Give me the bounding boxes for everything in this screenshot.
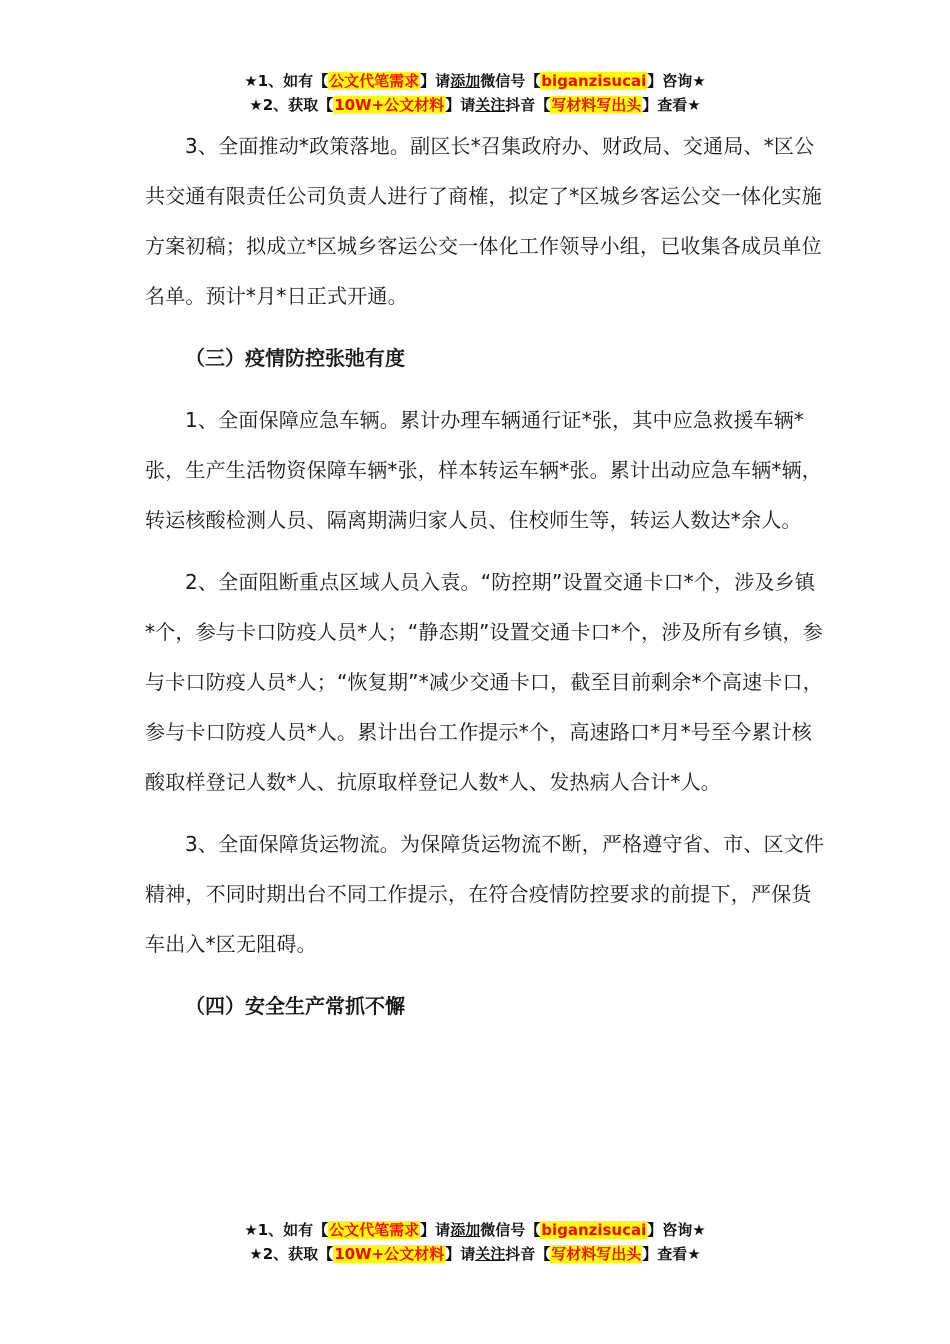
banner-douyin-id: 写材料写出头	[551, 1245, 642, 1263]
banner-text: 】查看★	[642, 96, 701, 114]
banner-text: 抖音【	[505, 96, 551, 114]
banner-text: 抖音【	[505, 1245, 551, 1263]
banner-underlined: 添加	[450, 1221, 481, 1239]
banner-text: 】咨询★	[647, 72, 706, 90]
banner-text: ★1、如有【	[244, 1221, 329, 1239]
banner-line-1	[0, 69, 950, 93]
banner-underlined: 添加	[450, 72, 481, 90]
banner-highlight: 公文代笔需求	[329, 1221, 420, 1239]
banner-text: ★2、获取【	[249, 1245, 334, 1263]
banner-text: 微信号【	[480, 1221, 541, 1239]
banner-wechat-id: biganzisucai	[541, 72, 647, 90]
banner-line-2	[0, 1242, 950, 1266]
document-body	[145, 121, 825, 1031]
paragraph-checkpoints: 2、全面阻断重点区域人员入袁。“防控期”设置交通卡口*个，涉及乡镇*个，参与卡口防疫人员*人；“静态期”设置交通卡口*个，涉及所有乡镇，参与卡口防疫人员*人；“恢复期”*减少交通卡口，截至目前剩余*个高速卡口，参与卡口防疫人员*人。累计出台工作提示*个，高速路口*月*号至今累计核酸取样登记人数*人、抗原取样登记人数*人、发热病人合计*人。	[145, 570, 823, 794]
top-banner	[0, 69, 950, 117]
banner-highlight: 公文代笔需求	[329, 72, 420, 90]
banner-highlight: 10W+公文材料	[334, 1245, 445, 1263]
section-heading-3: （三）疫情防控张弛有度	[185, 346, 405, 370]
banner-text: 】请	[445, 96, 476, 114]
banner-text: 】请	[420, 72, 451, 90]
banner-line-2	[0, 93, 950, 117]
banner-text: 】咨询★	[647, 1221, 706, 1239]
section-heading-4: （四）安全生产常抓不懈	[185, 994, 405, 1018]
paragraph-logistics: 3、全面保障货运物流。为保障货运物流不断，严格遵守省、市、区文件精神，不同时期出台不同工作提示，在符合疫情防控要求的前提下，严保货车出入*区无阻碍。	[145, 832, 825, 956]
banner-douyin-id: 写材料写出头	[551, 96, 642, 114]
banner-text: 】查看★	[642, 1245, 701, 1263]
banner-underlined: 关注	[475, 1245, 506, 1263]
banner-line-1	[0, 1218, 950, 1242]
banner-text: 】请	[420, 1221, 451, 1239]
bottom-banner	[0, 1218, 950, 1266]
banner-text: ★1、如有【	[244, 72, 329, 90]
banner-text: ★2、获取【	[249, 96, 334, 114]
paragraph-emergency-vehicles: 1、全面保障应急车辆。累计办理车辆通行证*张，其中应急救援车辆*张，生产生活物资保障车辆*张，样本转运车辆*张。累计出动应急车辆*辆，转运核酸检测人员、隔离期满归家人员、住校师生等，转运人数达*余人。	[145, 408, 822, 532]
banner-text: 】请	[445, 1245, 476, 1263]
paragraph-policy: 3、全面推动*政策落地。副区长*召集政府办、财政局、交通局、*区公共交通有限责任公司负责人进行了商榷，拟定了*区城乡客运公交一体化实施方案初稿；拟成立*区城乡客运公交一体化工作领导小组，已收集各成员单位名单。预计*月*日正式开通。	[145, 134, 822, 308]
banner-wechat-id: biganzisucai	[541, 1221, 647, 1239]
banner-text: 微信号【	[480, 72, 541, 90]
banner-highlight: 10W+公文材料	[334, 96, 445, 114]
banner-underlined: 关注	[475, 96, 506, 114]
